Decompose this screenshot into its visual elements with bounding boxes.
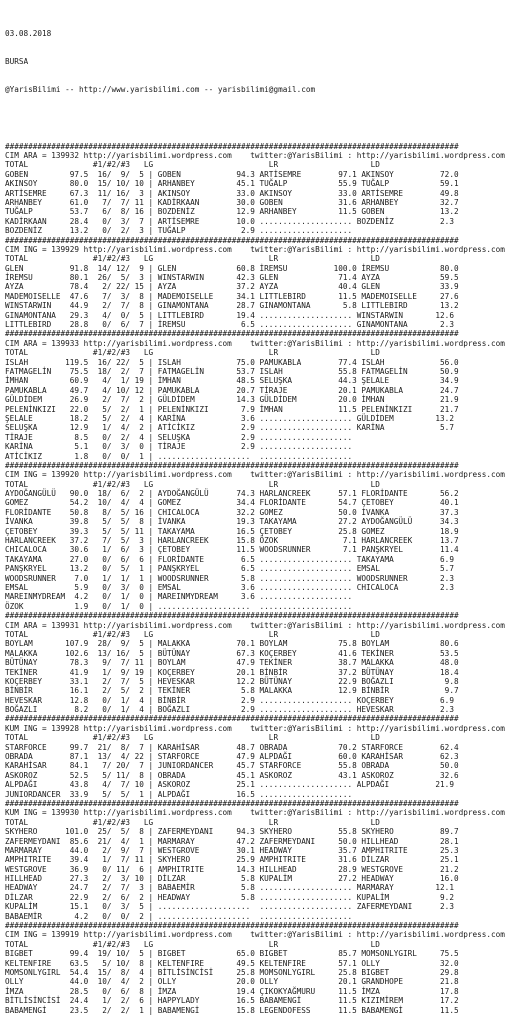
table-row: WINSTARWIN 44.9 2/ 7/ 8 | GINAMONTANA 28.7 GINAMONTANA 5.8 LITTLEBIRD 13.2: [5, 301, 459, 311]
table-row: MOMSONLYGIRL 54.4 15/ 8/ 4 | BİTLİSİNCİSİ 25.8 MOMSONLYGIRL 25.8 BIGBET 29.8: [5, 968, 459, 977]
race-block: [5, 329, 528, 460]
table-row: TUĞALP 53.7 6/ 8/ 16 | BOZDENİZ 12.9 ARHANBEY 11.5 GOBEN 13.2: [5, 207, 459, 217]
table-row: ASKOROZ 52.5 5/ 11/ 8 | OBRADA 45.1 ASKOROZ 43.1 ASKOROZ 32.6: [5, 770, 459, 780]
column-header: TOTAL #1/#2/#3 LG LR LD: [5, 817, 380, 827]
table-row: FATMAGELİN 75.5 18/ 2/ 7 | FATMAGELİN 53.7 ISLAH 55.8 FATMAGELİN 50.9: [5, 367, 459, 376]
table-row: ÇETOBEY 39.3 5/ 5/ 11 | TAKAYAMA 16.5 ÇETOBEY 25.8 GOMEZ 18.9: [5, 526, 459, 536]
table-row: MADEMOISELLE 47.6 7/ 3/ 8 | MADEMOISELLE 34.1 LITTLEBIRD 11.5 MADEMOISELLE 27.6: [5, 291, 459, 301]
table-row: BİTLİSİNCİSİ 24.4 1/ 2/ 6 | HAPPYLADY 16.5 BABAMENGİ 11.5 KIZIMİREM 17.2: [5, 996, 459, 1006]
race-block: [5, 461, 528, 611]
table-row: İMZA 28.5 0/ 6/ 8 | İMZA 19.4 ÇIKOKYAĞMURU 11.5 İMZA 17.8: [5, 986, 459, 996]
table-row: BİNBİR 16.1 2/ 5/ 2 | TEKİNER 5.8 MALAKKA 12.9 BİNBİR 9.7: [5, 686, 459, 696]
table-row: SKYHERO 101.0 25/ 5/ 8 | ZAFERMEYDANI 94.3 SKYHERO 55.8 SKYHERO 89.7: [5, 827, 459, 837]
table-row: ISLAH 119.5 16/ 22/ 5 | ISLAH 75.0 PAMUKABLA 77.4 ISLAH 56.0: [5, 357, 459, 367]
table-row: ÖZOK 1.9 0/ 1/ 0 | .................... ....................: [5, 601, 353, 611]
table-row: BABAEMİR 4.2 0/ 0/ 2 | .................... ....................: [5, 911, 353, 921]
report-credit: @YarisBilimi -- http://www.yarisbilimi.com -- yarisbilimi@gmail.com: [5, 85, 316, 95]
table-row: TAKAYAMA 27.0 0/ 6/ 6 | FLORİDANTE 6.5 .................... TAKAYAMA 6.9: [5, 554, 454, 564]
table-row: MARMARAY 44.0 2/ 9/ 7 | WESTGROVE 30.1 HEADWAY 35.7 AMPHITRITE 25.3: [5, 845, 459, 855]
table-row: FLORİDANTE 50.8 8/ 5/ 16 | CHICALOCA 32.2 GOMEZ 50.0 İVANKA 37.3: [5, 507, 459, 517]
race-block: [5, 921, 528, 1015]
separator-line: ##################################################################################################: [5, 798, 459, 808]
table-row: BABAMENGİ 23.5 2/ 2/ 1 | BABAMENGİ 15.8 LEGENDOFESS 11.5 BABAMENGİ 11.5: [5, 1005, 459, 1015]
table-row: OBRADA 87.1 13/ 4/ 22 | STARFORCE 47.9 ALPDAĞI 60.0 KARAHİSAR 62.3: [5, 752, 459, 762]
report-date: 03.08.2018: [5, 28, 52, 38]
race-list: [5, 142, 528, 1015]
table-row: BÜTÜNAY 78.3 9/ 7/ 11 | BOYLAM 47.9 TEKİNER 38.7 MALAKKA 48.0: [5, 658, 459, 668]
table-row: EMSAL 5.9 0/ 3/ 0 | EMSAL 3.6 .................... CHICALOCA 2.3: [5, 582, 454, 592]
table-row: GOMEZ 54.2 10/ 4/ 4 | GOMEZ 34.4 FLORİDANTE 54.7 ÇETOBEY 40.1: [5, 498, 459, 508]
separator-line: ##################################################################################################: [5, 921, 459, 931]
table-row: WESTGROVE 36.9 0/ 11/ 6 | AMPHITRITE 14.3 HILLHEAD 28.9 WESTGROVE 21.2: [5, 864, 459, 874]
table-row: ARTİSEMRE 67.3 11/ 16/ 3 | AKINSOY 33.0 AKINSOY 33.0 ARTİSEMRE 49.8: [5, 188, 459, 198]
table-row: MALAKKA 102.6 13/ 16/ 5 | BÜTÜNAY 67.3 KOÇERBEY 41.6 TEKİNER 53.5: [5, 648, 459, 658]
table-row: KELTENFIRE 63.5 5/ 10/ 8 | KELTENFIRE 49.5 KELTENFIRE 57.1 OLLY 32.0: [5, 958, 459, 968]
column-header: TOTAL #1/#2/#3 LG LR LD: [5, 254, 380, 264]
table-row: LITTLEBIRD 28.8 0/ 6/ 7 | İREMSU 6.5 .................... GINAMONTANA 2.3: [5, 320, 454, 330]
report-city: BURSA: [5, 57, 29, 67]
table-row: BOYLAM 107.9 28/ 9/ 5 | MALAKKA 70.1 BOYLAM 75.8 BOYLAM 80.6: [5, 639, 459, 649]
table-row: ALPDAĞI 43.8 4/ 7/ 10 | ASKOROZ 25.1 .................... ALPDAĞI 21.9: [5, 780, 454, 790]
separator-line: ##################################################################################################: [5, 329, 459, 339]
race-title: KUM ING = 139930 http://yarisbilimi.wordpress.com twitter:@YarisBilimi : http://yarisbilimi.wordpress.com: [5, 808, 505, 818]
race-title: CIM ARA = 139932 http://yarisbilimi.wordpress.com twitter:@YarisBilimi : http://yarisbilimi.wordpress.com: [5, 151, 505, 161]
race-block: [5, 142, 528, 236]
table-row: GLEN 91.8 14/ 12/ 9 | GLEN 60.8 İREMSU 100.0 İREMSU 80.0: [5, 263, 459, 273]
table-row: CHICALOCA 30.6 1/ 6/ 3 | ÇETOBEY 11.5 WOODSRUNNER 7.1 PANŞKRYEL 11.4: [5, 545, 459, 555]
table-row: KADİRKAAN 28.4 0/ 3/ 7 | ARTİSEMRE 10.0 .................... BOZDENİZ 2.3: [5, 216, 454, 226]
race-title: KUM ING = 139928 http://yarisbilimi.wordpress.com twitter:@YarisBilimi : http://yarisbilimi.wordpress.com: [5, 723, 505, 733]
race-title: CIM ING = 139920 http://yarisbilimi.wordpress.com twitter:@YarisBilimi : http://yarisbilimi.wordpress.com: [5, 470, 505, 480]
table-row: AYZA 78.4 2/ 22/ 15 | AYZA 37.2 AYZA 40.4 GLEN 33.9: [5, 282, 459, 292]
table-row: JUNIORDANCER 33.9 5/ 5/ 1 | ALPDAĞI 16.5 ....................: [5, 789, 353, 799]
table-row: ATİCİKIZ 1.8 0/ 0/ 1 | .................... ....................: [5, 451, 353, 461]
race-title: CIM ING = 139919 http://yarisbilimi.wordpress.com twitter:@YarisBilimi : http://yarisbilimi.wordpress.com: [5, 930, 505, 940]
table-row: KARAHİSAR 84.1 7/ 20/ 7 | JUNIORDANCER 45.7 STARFORCE 55.8 OBRADA 50.0: [5, 761, 459, 771]
separator-line: ##################################################################################################: [5, 611, 459, 621]
race-block: [5, 714, 528, 799]
column-header: TOTAL #1/#2/#3 LG LR LD: [5, 160, 380, 170]
separator-line: ##################################################################################################: [5, 141, 459, 151]
table-row: BOĞAZLI 8.2 0/ 1/ 4 | BOĞAZLI 2.9 .................... HEVESKAR 2.3: [5, 705, 454, 715]
table-row: STARFORCE 99.7 21/ 8/ 7 | KARAHİSAR 48.7 OBRADA 70.2 STARFORCE 62.4: [5, 742, 459, 752]
race-title: CIM ARA = 139931 http://yarisbilimi.wordpress.com twitter:@YarisBilimi : http://yarisbilimi.wordpress.com: [5, 620, 505, 630]
table-row: AMPHITRITE 39.4 1/ 7/ 11 | SKYHERO 25.9 AMPHITRITE 31.6 DİLZAR 25.1: [5, 855, 459, 865]
table-row: KUPALİM 15.1 0/ 3/ 5 | .................... .................... ZAFERMEYDANI 2.3: [5, 902, 454, 912]
table-row: PANŞKRYEL 13.2 0/ 5/ 1 | PANŞKRYEL 6.5 .................... EMSAL 5.7: [5, 564, 454, 574]
column-header: TOTAL #1/#2/#3 LG LR LD: [5, 939, 380, 949]
table-row: GINAMONTANA 29.3 4/ 0/ 5 | LITTLEBIRD 19.4 .................... WINSTARWIN 12.6: [5, 310, 454, 320]
column-header: TOTAL #1/#2/#3 LG LR LD: [5, 348, 380, 358]
table-row: ARHANBEY 61.0 7/ 7/ 11 | KADİRKAAN 30.0 GOBEN 31.6 ARHANBEY 32.7: [5, 197, 459, 207]
table-row: GOBEN 97.5 16/ 9/ 5 | GOBEN 94.3 ARTİSEMRE 97.1 AKINSOY 72.0: [5, 169, 459, 179]
table-row: HILLHEAD 27.3 2/ 3/ 10 | DİLZAR 5.8 KUPALİM 27.2 HEADWAY 16.0: [5, 874, 459, 884]
table-row: DİLZAR 22.9 2/ 6/ 2 | HEADWAY 5.8 .................... KUPALİM 9.2: [5, 892, 454, 902]
race-block: [5, 236, 528, 330]
table-row: AYDOĞANGÜLÜ 90.0 18/ 6/ 2 | AYDOĞANGÜLÜ 74.3 HARLANCREEK 57.1 FLORİDANTE 56.2: [5, 489, 459, 499]
table-row: BOZDENİZ 13.2 0/ 2/ 3 | TUĞALP 2.9 ....................: [5, 226, 353, 236]
table-row: İVANKA 39.8 5/ 5/ 8 | İVANKA 19.3 TAKAYAMA 27.2 AYDOĞANGÜLÜ 34.3: [5, 517, 459, 527]
table-row: ZAFERMEYDANI 85.6 21/ 4/ 1 | MARMARAY 47.2 ZAFERMEYDANI 50.0 HILLHEAD 28.1: [5, 836, 459, 846]
table-row: PELENİNKIZI 22.0 5/ 2/ 1 | PELENİNKIZI 7.9 İMHAN 11.5 PELENİNKIZI 21.7: [5, 404, 459, 414]
table-row: ŞELALE 18.2 5/ 2/ 4 | KARİNA 3.6 .................... GÜLDİDEM 13.2: [5, 413, 454, 423]
table-row: KARİNA 5.1 0/ 3/ 0 | TİRAJE 2.9 ....................: [5, 442, 353, 452]
table-row: HARLANCREEK 37.2 7/ 5/ 3 | HARLANCREEK 15.8 ÖZOK 7.1 HARLANCREEK 13.7: [5, 536, 459, 546]
table-row: İMHAN 60.9 4/ 1/ 19 | İMHAN 48.5 SELUŞKA 44.3 ŞELALE 34.9: [5, 376, 459, 386]
race-block: [5, 611, 528, 714]
separator-line: ##################################################################################################: [5, 235, 459, 245]
table-row: KOÇERBEY 33.1 2/ 7/ 5 | HEVESKAR 12.2 BÜTÜNAY 22.9 BOĞAZLI 9.8: [5, 676, 459, 686]
table-row: TEKİNER 41.9 1/ 9/ 19 | KOÇERBEY 20.1 BİNBİR 37.2 BÜTÜNAY 18.4: [5, 667, 459, 677]
column-header: TOTAL #1/#2/#3 LG LR LD: [5, 629, 380, 639]
table-row: GÜLDİDEM 26.9 2/ 7/ 2 | GÜLDİDEM 14.3 GÜLDİDEM 20.0 İMHAN 21.9: [5, 395, 459, 405]
table-row: BIGBET 99.4 19/ 10/ 5 | BIGBET 65.0 BIGBET 85.7 MOMSONLYGIRL 75.5: [5, 949, 459, 959]
table-row: SELUŞKA 12.9 1/ 4/ 2 | ATİCİKIZ 2.9 .................... KARİNA 5.7: [5, 423, 454, 433]
table-row: MAREINMYDREAM 4.2 0/ 1/ 0 | MAREINMYDREAM 3.6 ....................: [5, 592, 353, 602]
race-title: CIM ING = 139929 http://yarisbilimi.wordpress.com twitter:@YarisBilimi : http://yarisbilimi.wordpress.com: [5, 244, 505, 254]
separator-line: ##################################################################################################: [5, 460, 459, 470]
spacer: [5, 113, 528, 122]
race-block: [5, 799, 528, 921]
column-header: TOTAL #1/#2/#3 LG LR LD: [5, 733, 380, 743]
table-row: İREMSU 80.1 26/ 5/ 3 | WINSTARWIN 42.3 GLEN 71.4 AYZA 59.5: [5, 273, 459, 283]
table-row: WOODSRUNNER 7.0 1/ 1/ 1 | WOODSRUNNER 5.8 .................... WOODSRUNNER 2.3: [5, 573, 454, 583]
table-row: TİRAJE 8.5 0/ 2/ 4 | SELUŞKA 2.9 ....................: [5, 432, 353, 442]
separator-line: ##################################################################################################: [5, 714, 459, 724]
table-row: OLLY 44.0 10/ 4/ 2 | OLLY 20.0 OLLY 20.1 GRANDHOPE 21.8: [5, 977, 459, 987]
table-row: HEVESKAR 12.8 0/ 1/ 4 | BİNBİR 2.9 .................... KOÇERBEY 6.9: [5, 695, 454, 705]
table-row: AKINSOY 80.0 15/ 10/ 10 | ARHANBEY 45.1 TUĞALP 55.9 TUĞALP 59.1: [5, 179, 459, 189]
table-row: PAMUKABLA 49.7 4/ 10/ 12 | PAMUKABLA 20.7 TİRAJE 20.1 PAMUKABLA 24.7: [5, 385, 459, 395]
column-header: TOTAL #1/#2/#3 LG LR LD: [5, 479, 380, 489]
race-title: CIM ARA = 139933 http://yarisbilimi.wordpress.com twitter:@YarisBilimi : http://yarisbilimi.wordpress.com: [5, 338, 505, 348]
table-row: HEADWAY 24.7 2/ 7/ 3 | BABAEMİR 5.8 .................... MARMARAY 12.1: [5, 883, 454, 893]
